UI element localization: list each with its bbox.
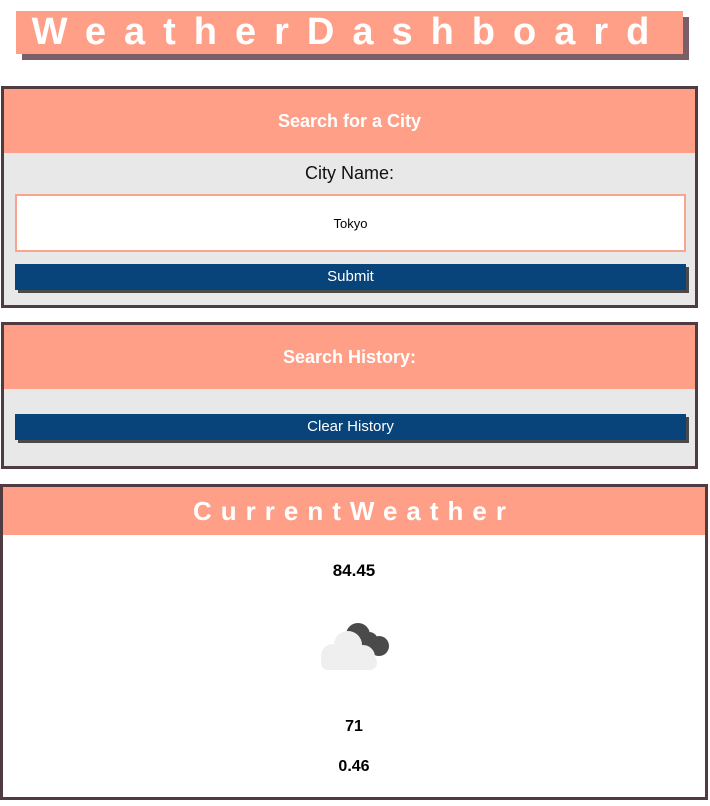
search-history-panel xyxy=(1,322,698,469)
search-panel xyxy=(1,86,698,308)
city-input[interactable] xyxy=(15,194,686,252)
temperature-value: 84.45 xyxy=(332,561,376,580)
humidity-value: 71 xyxy=(345,718,363,735)
search-history-heading: Search History: xyxy=(4,325,695,389)
wind-speed-value: 0.46 xyxy=(338,758,370,775)
current-weather-panel xyxy=(0,484,708,800)
submit-button[interactable]: Submit xyxy=(15,264,686,290)
city-name-label: City Name: xyxy=(304,163,394,183)
current-weather-heading: CurrentWeather xyxy=(3,487,705,535)
clear-history-button[interactable]: Clear History xyxy=(15,414,686,440)
app-header xyxy=(16,11,683,54)
page-title: WeatherDashboard xyxy=(16,11,683,54)
search-heading: Search for a City xyxy=(4,89,695,153)
cloud-icon xyxy=(313,615,393,675)
